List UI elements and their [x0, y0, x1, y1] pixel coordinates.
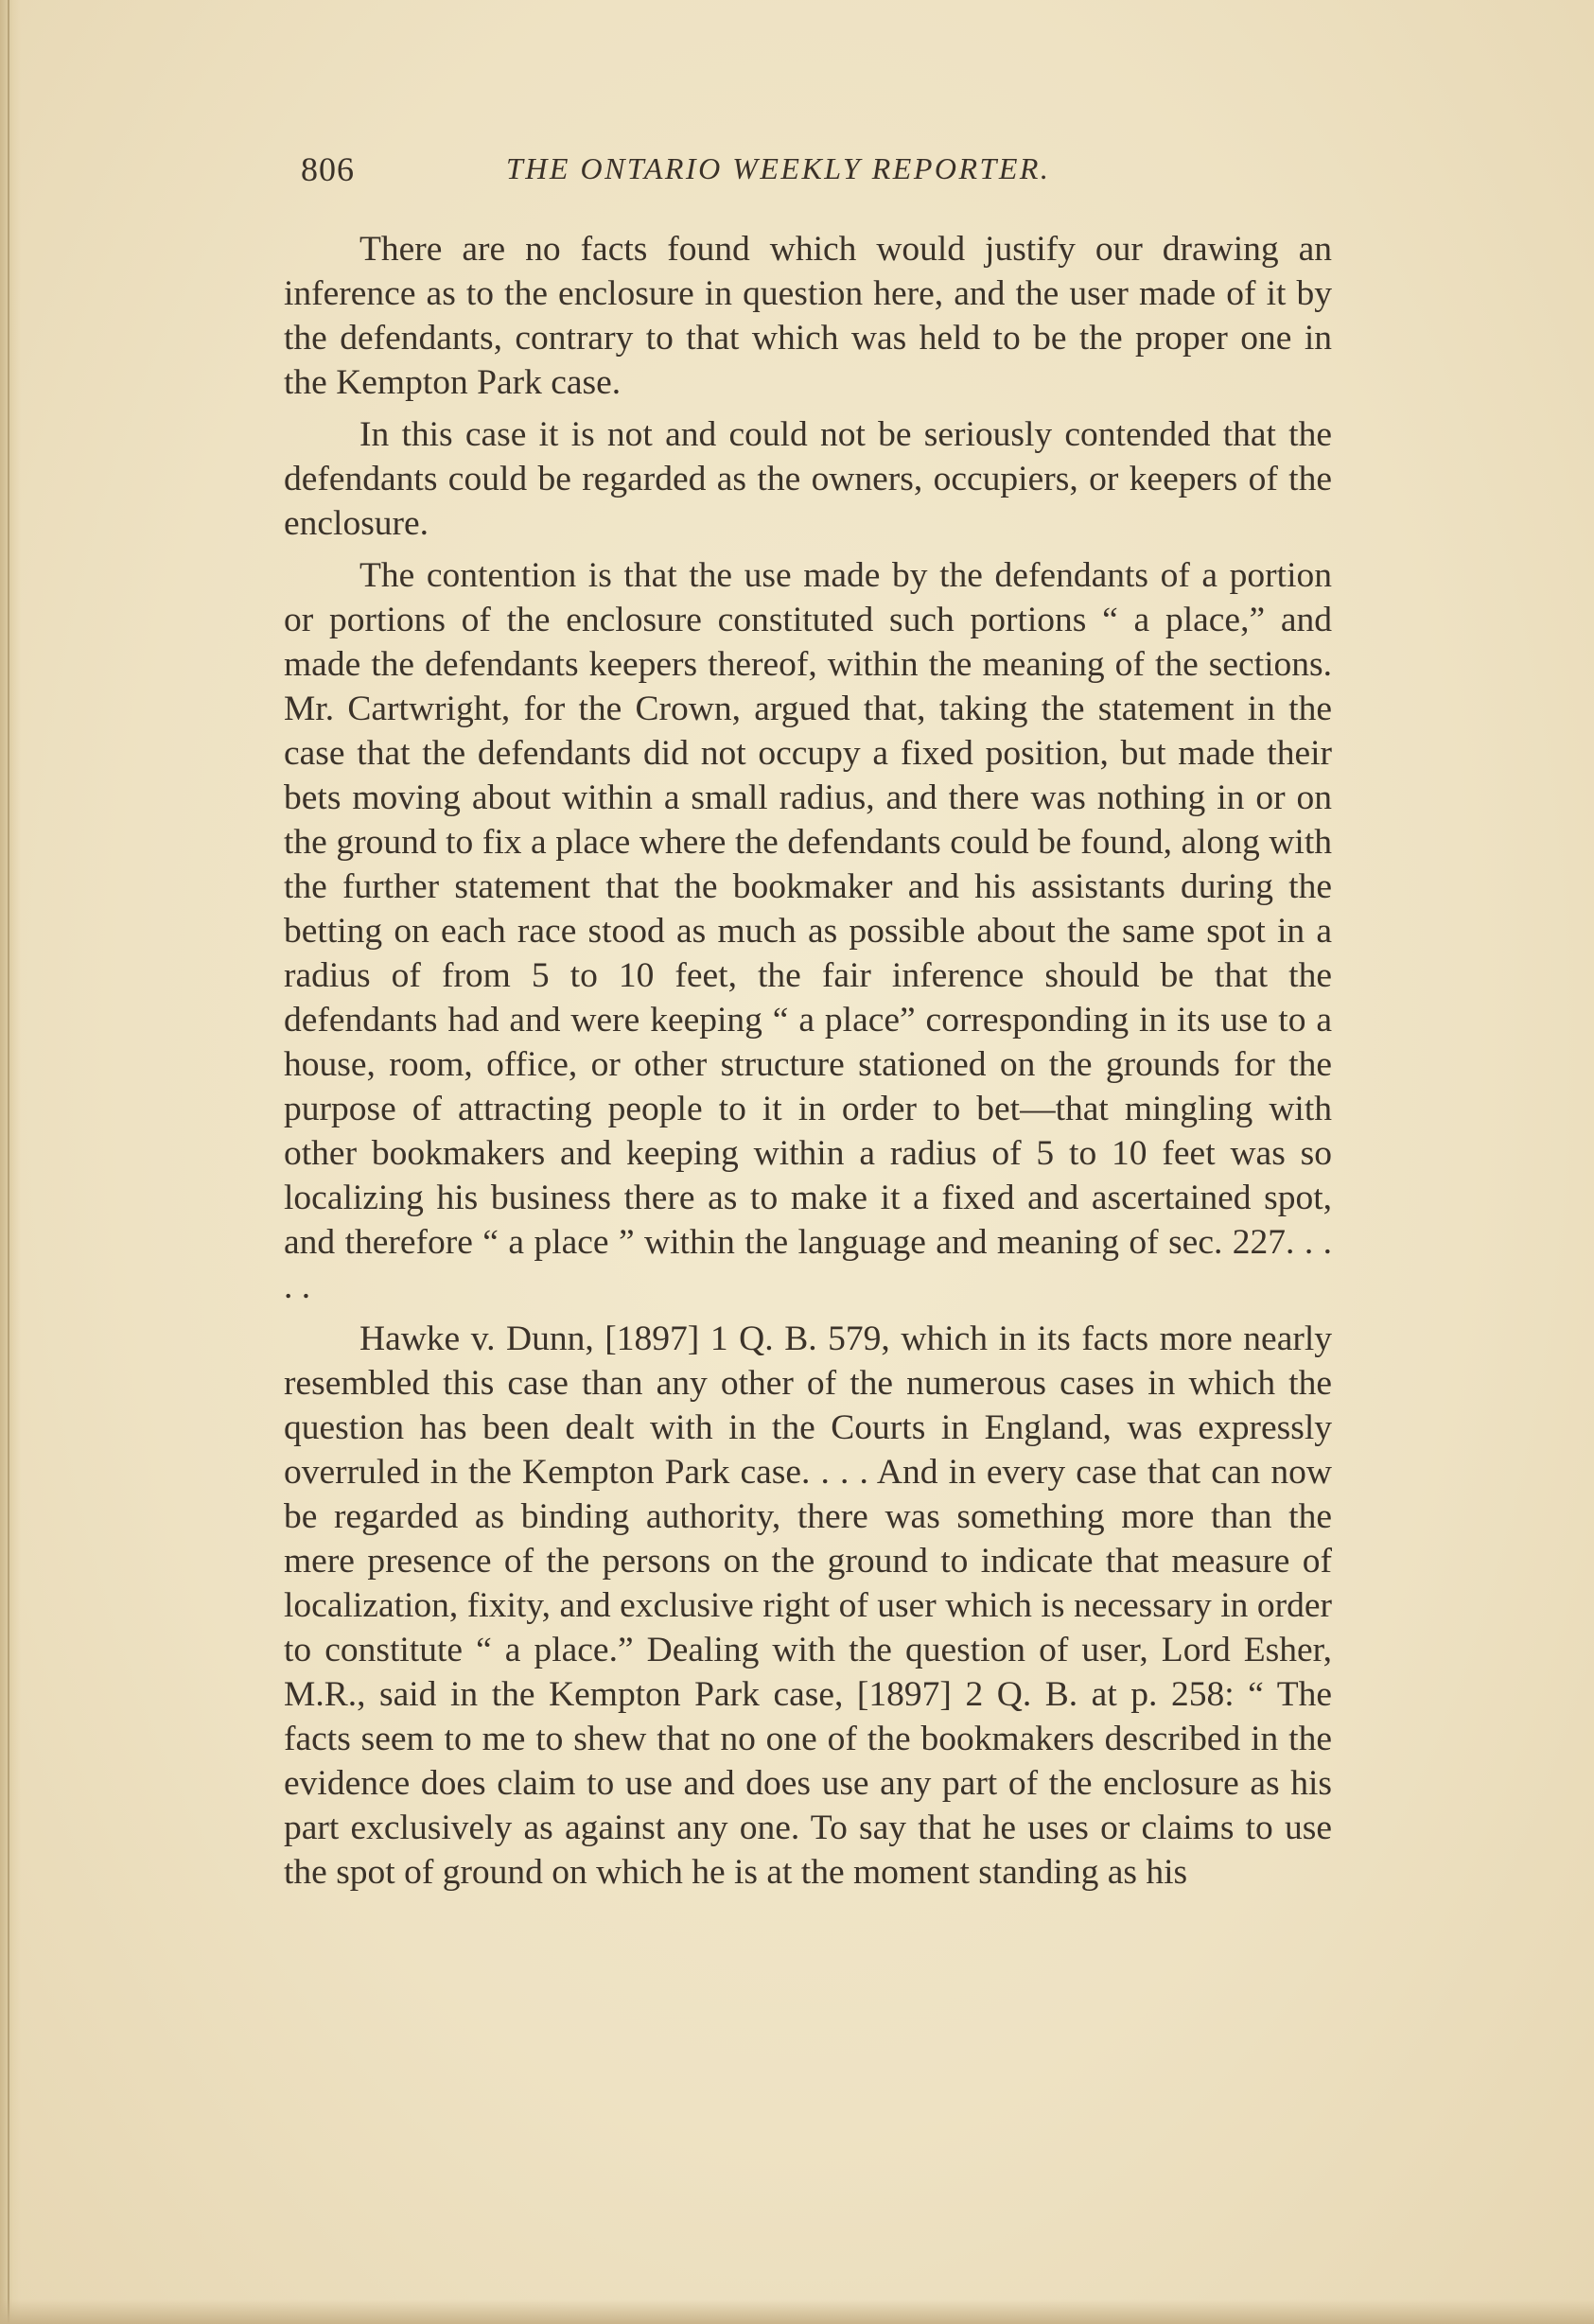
paragraph-2: In this case it is not and could not be seriously contended that the defendants could be regarded as the owners, occupiers, or keepers of the enclosure. [284, 415, 1332, 543]
paragraph-4: Hawke v. Dunn, [1897] 1 Q. B. 579, which in its facts more nearly resembled this case than any other of the numerous cases in which the question has been dealt with in the Courts in England, was expressly overruled in the Kempton Park case. . . . And in every case that can now be regarded as binding authority, there was something more than the mere presence of the persons on the ground to indicate that measure of localization, fixity, and exclusive right of user which is necessary in order to constitute “ a place.” Dealing with the question of user, Lord Esher, M.R., said in the Kempton Park case, [1897] 2 Q. B. at p. 258: “ The facts seem to me to shew that no one of the bookmakers described in the evidence does claim to use and does use any part of the enclosure as his part exclusively as against any one. To say that he uses or claims to use the spot of ground on which he is at the moment standing as his [284, 1319, 1332, 1892]
binding-gutter [0, 0, 21, 2324]
page-bottom-edge [0, 2299, 1594, 2324]
paragraph-1: There are no facts found which would justify our drawing an inference as to the enclosure in question here, and the user made of it by the defendants, contrary to that which was held to be the proper one in the Kempton Park case. [284, 230, 1332, 402]
page-number: 806 [301, 150, 355, 188]
running-title: THE ONTARIO WEEKLY REPORTER. [506, 151, 1051, 185]
paragraph-3: The contention is that the use made by the defendants of a portion or portions of the enclosure constituted such portions “ a place,” and made the defendants keepers thereof, within the meaning of the sections. Mr. Cartwright, for the Crown, argued that, taking the statement in the case that the defendants did not occupy a fixed position, but made their bets moving about within a small radius, and there was nothing in or on the ground to fix a place where the defendants could be found, along with the further statement that the bookmaker and his assistants during the betting on each race stood as much as possible about the same spot in a radius of from 5 to 10 feet, the fair inference should be that the defendants had and were keeping “ a place” corresponding in its use to a house, room, office, or other structure stationed on the grounds for the purpose of attracting people to it in order to bet—that mingling with other bookmakers and keeping within a radius of 5 to 10 feet was so localizing his business there as to make it a fixed and ascertained spot, and therefore “ a place ” within the language and meaning of sec. 227. . . . . [284, 556, 1332, 1306]
binding-line [8, 0, 9, 2324]
running-header [301, 149, 1332, 197]
body-text [284, 227, 1332, 1902]
